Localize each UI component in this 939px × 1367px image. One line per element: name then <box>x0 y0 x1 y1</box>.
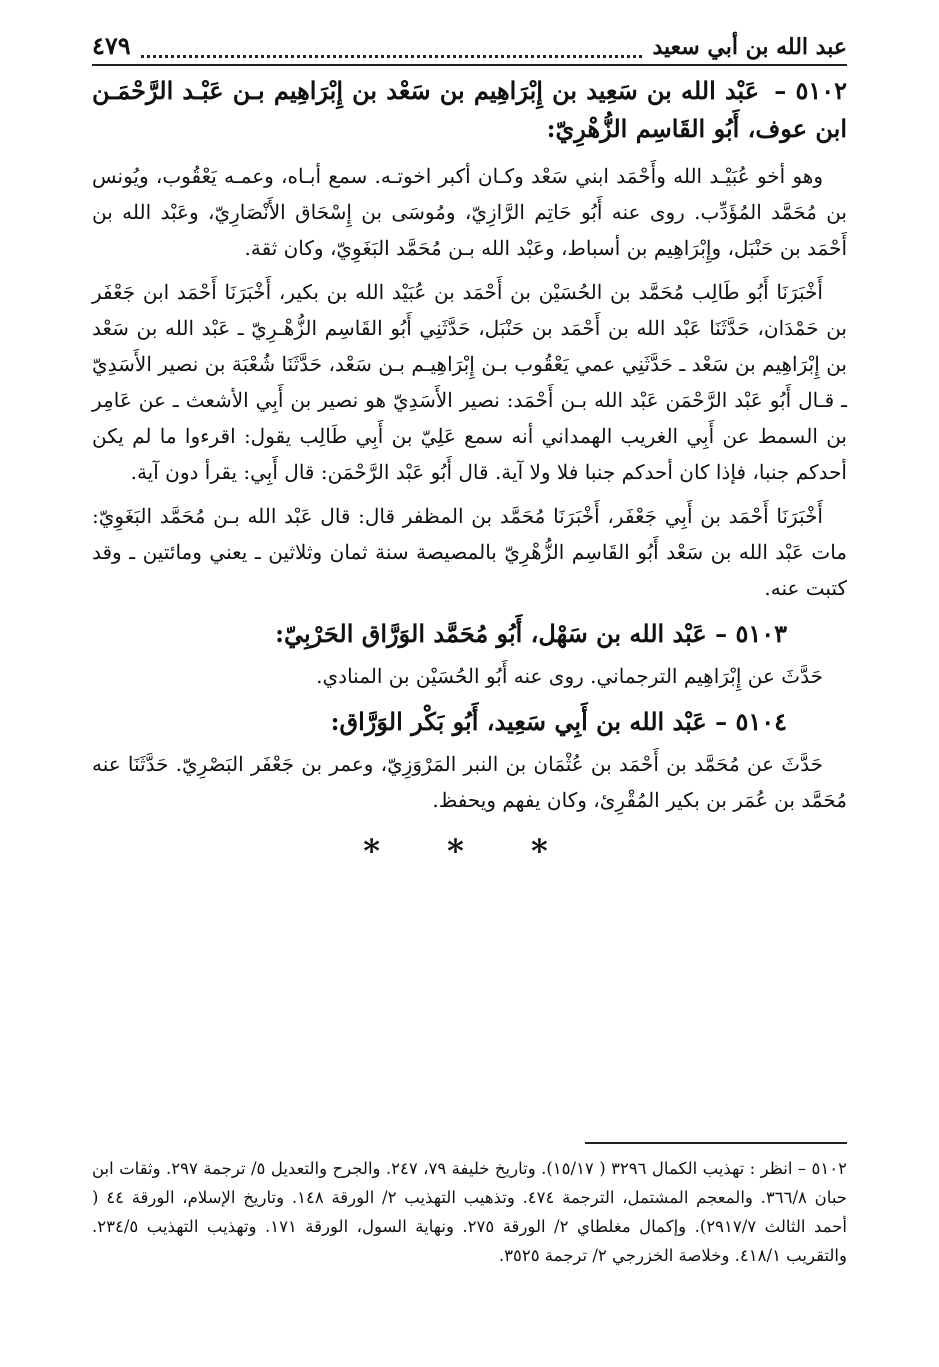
page-header <box>92 28 847 66</box>
running-title: عبد الله بن أبي سعيد <box>652 34 847 60</box>
entry-number: ٥١٠٣ – <box>715 619 787 648</box>
paragraph: أَخْبَرَنَا أَبُو طَالِب مُحَمَّد بن الحُسَيْن بن أَحْمَد بن عُبَيْد الله بن بكير، أَخْبَرَنَا أَحْمَد ابن جَعْفَر بن حَمْدَان، حَدَّثَنَا عَبْد الله بن أَحْمَد بن حَنْبَل، حَدَّثَنِي أَبُو القَاسِم الزُّهْـرِيّ ـ عَبْد الله بن سَعْد بن إِبْرَاهِيم بن سَعْد ـ حَدَّثَنِي عمي يَعْقُوب بـن إِبْرَاهِيـم بـن سَعْد، حَدَّثَنَا شُعْبَة بن نصير الأَسَدِيّ ـ قـال أَبُو عَبْد الرَّحْمَن عَبْد الله بـن أَحْمَد: نصير الأَسَدِيّ هو نصير بن أَبِي الأشعث ـ عن عَامِر بن السمط عن أَبِي الغريب الهمداني أنه سمع عَلِيّ بن أَبِي طَالِب يقول: اقرءوا ما لم يكن أحدكم جنبا، فإذا كان أحدكم جنبا فلا ولا آية. قال أَبُو عَبْد الرَّحْمَن: قال أَبِي: يقرأ دون آية. <box>92 280 847 484</box>
paragraph: حَدَّثَ عن مُحَمَّد بن أَحْمَد بن عُثْمَان بن النبر المَرْوَزِيّ، وعمر بن جَعْفَر البَصْرِيّ. حَدَّثَنَا عنه مُحَمَّد بن عُمَر بن بكير المُقْرِئ، وكان يفهم ويحفظ. <box>92 752 847 812</box>
header-dot-leader <box>141 55 643 58</box>
entry-title: عَبْد الله بن أَبِي سَعِيد، أَبُو بَكْر الوَرَّاق: <box>330 707 707 736</box>
paragraph: أَخْبَرَنَا أَحْمَد بن أَبِي جَعْفَر، أَخْبَرَنَا مُحَمَّد بن المظفر قال: قال عَبْد الله بـن مُحَمَّد البَغَوِيّ: مات عَبْد الله بن سَعْد أَبُو القَاسِم الزُّهْرِيّ بالمصيصة سنة ثمان وثلاثين ـ يعني ومائتين ـ وقد كتبت عنه. <box>92 504 847 600</box>
entry-number: ٥١٠٤ – <box>715 707 787 736</box>
entry-number: ٥١٠٢ – <box>774 76 848 105</box>
entry-heading <box>92 614 847 654</box>
footnote: ٥١٠٢ – انظر : تهذيب الكمال ٣٢٩٦ ( ١٥/١٧). وتاريخ خليفة ٧٩، ٢٤٧. والجرح والتعديل ٥/ ترجمة ٢٩٧. وثقات ابن حبان ٣٦٦/٨. والمعجم المشتمل، الترجمة ٤٧٤. وتذهيب التهذيب ٢/ الورقة ١٤٨. وتاريخ الإسلام، الورقة ٤٤ ( أحمد الثالث ٢٩١٧/٧). وإكمال مغلطاي ٢/ الورقة ٢٧٥. ونهاية السول، الورقة ١٧١. وتهذيب التهذيب ٢٣٤/٥. والتقريب ٤١٨/١. وخلاصة الخزرجي ٢/ ترجمة ٣٥٢٥. <box>92 1159 847 1265</box>
page-number: ٤٧٩ <box>92 31 131 60</box>
section-separator: * * * <box>363 832 576 870</box>
entry-title: عَبْد الله بن سَهْل، أَبُو مُحَمَّد الوَرَّاق الحَرْبِيّ: <box>275 619 707 648</box>
paragraph: حَدَّثَ عن إِبْرَاهِيم الترجماني. روى عنه أَبُو الحُسَيْن بن المنادي. <box>316 664 823 688</box>
footnote-divider <box>585 1142 847 1144</box>
footnotes <box>92 1154 847 1270</box>
entry-title: عَبْد الله بن سَعِيد بن إِبْرَاهِيم بن سَعْد بن إِبْرَاهِيم بـن عَبْـد الرَّحْمَـن ابن عوف، أَبُو القَاسِم الزُّهْرِيّ: <box>92 76 847 143</box>
main-text <box>92 72 847 870</box>
entry-heading <box>92 72 847 148</box>
entry-heading <box>92 702 847 742</box>
paragraph: وهو أخو عُبَيْـد الله وأَحْمَد ابني سَعْد وكـان أكبر اخوتـه. سمع أبـاه، وعمـه يَعْقُوب، ويُونس بن مُحَمَّد المُؤَدِّب. روى عنه أَبُو حَاتِم الرَّازِيّ، ومُوسَى بن إِسْحَاق الأَنْصَارِيّ، وعَبْد الله بن أَحْمَد بن حَنْبَل، وإِبْرَاهِيم بن أسباط، وعَبْد الله بـن مُحَمَّد البَغَوِيّ، وكان ثقة. <box>92 164 847 260</box>
